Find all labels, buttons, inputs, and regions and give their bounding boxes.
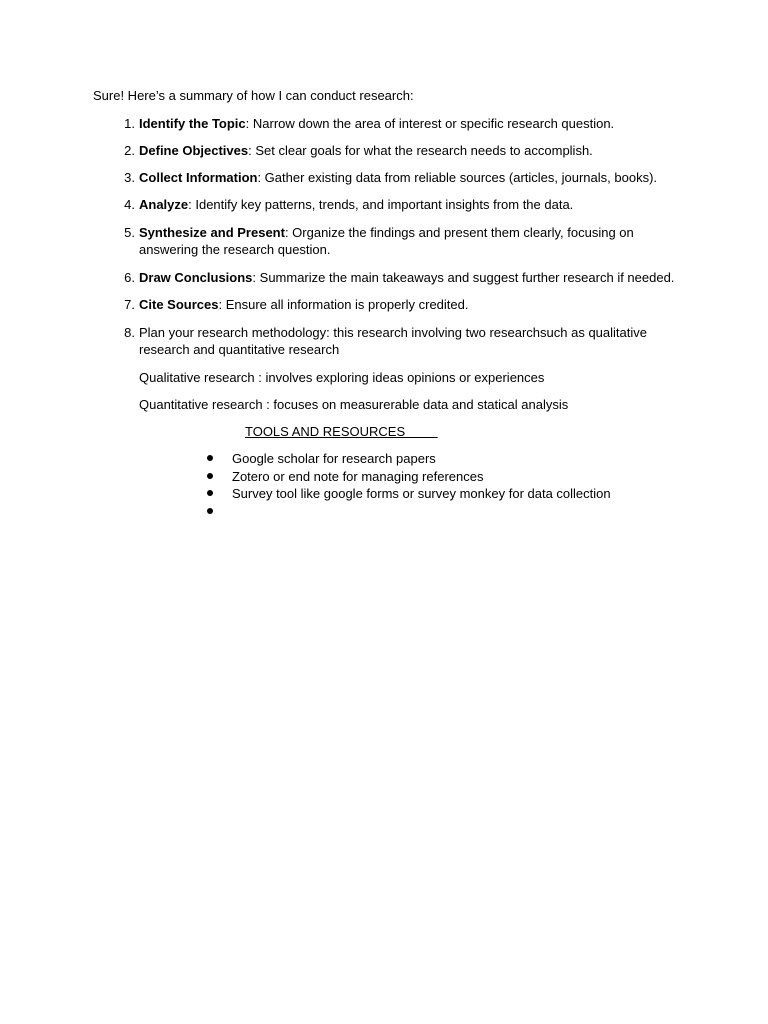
- step-title: Collect Information: [139, 170, 258, 185]
- list-item-text: Zotero or end note for managing references: [232, 468, 484, 484]
- step-7: [124, 296, 679, 313]
- step-text: : Gather existing data from reliable sources (articles, journals, books).: [257, 170, 658, 185]
- list-item: [207, 450, 611, 468]
- step-number: 3.: [124, 170, 135, 185]
- step-number: 1.: [124, 116, 135, 131]
- step-number: 6.: [124, 270, 135, 285]
- quantitative-paragraph: Quantitative research : focuses on measurerable data and statical analysis: [139, 397, 569, 412]
- step-title: Identify the Topic: [139, 116, 246, 131]
- step-text: : Organize the findings and present them clearly, focusing on answering the research question.: [139, 225, 634, 257]
- step-number: 4.: [124, 197, 135, 212]
- step-number: 2.: [124, 143, 135, 158]
- bullet-icon: [207, 455, 213, 461]
- list-item-text: Survey tool like google forms or survey monkey for data collection: [232, 486, 611, 501]
- list-item: [207, 503, 611, 521]
- step-text: : Ensure all information is properly credited.: [218, 297, 469, 312]
- step-5: [124, 224, 634, 258]
- step-text: : Narrow down the area of interest or specific research question.: [245, 116, 615, 131]
- bullet-icon: [207, 508, 213, 514]
- step-title: Cite Sources: [139, 297, 219, 312]
- list-item-text: Google scholar for research papers: [232, 451, 436, 466]
- step-6: [124, 269, 679, 286]
- step-number: 7.: [124, 297, 135, 312]
- step-number: 5.: [124, 225, 135, 240]
- qualitative-paragraph: Qualitative research : involves exploring ideas opinions or experiences: [139, 370, 545, 385]
- step-title: Draw Conclusions: [139, 270, 253, 285]
- intro-text: Sure! Here’s a summary of how I can conduct research:: [93, 88, 414, 103]
- step-title: Analyze: [139, 197, 189, 212]
- step-text: : Identify key patterns, trends, and important insights from the data.: [188, 197, 574, 212]
- step-number: 8.: [124, 325, 135, 340]
- tools-heading: TOOLS AND RESOURCES: [245, 424, 438, 439]
- step-2: [124, 142, 679, 159]
- list-item: [207, 485, 611, 503]
- step-text: : Summarize the main takeaways and suggest further research if needed.: [252, 270, 675, 285]
- bullet-icon: [207, 473, 213, 479]
- step-4: [124, 196, 679, 213]
- step-text: Plan your research methodology: this research involving two researchsuch as qualitative research and quantitative research: [139, 325, 647, 357]
- tools-list: [207, 450, 611, 520]
- step-3: [124, 169, 679, 186]
- list-item: [207, 468, 611, 486]
- step-1: [124, 115, 679, 132]
- bullet-icon: [207, 490, 213, 496]
- step-8: [124, 324, 659, 358]
- step-title: Define Objectives: [139, 143, 249, 158]
- step-text: : Set clear goals for what the research needs to accomplish.: [248, 143, 593, 158]
- step-title: Synthesize and Present: [139, 225, 285, 240]
